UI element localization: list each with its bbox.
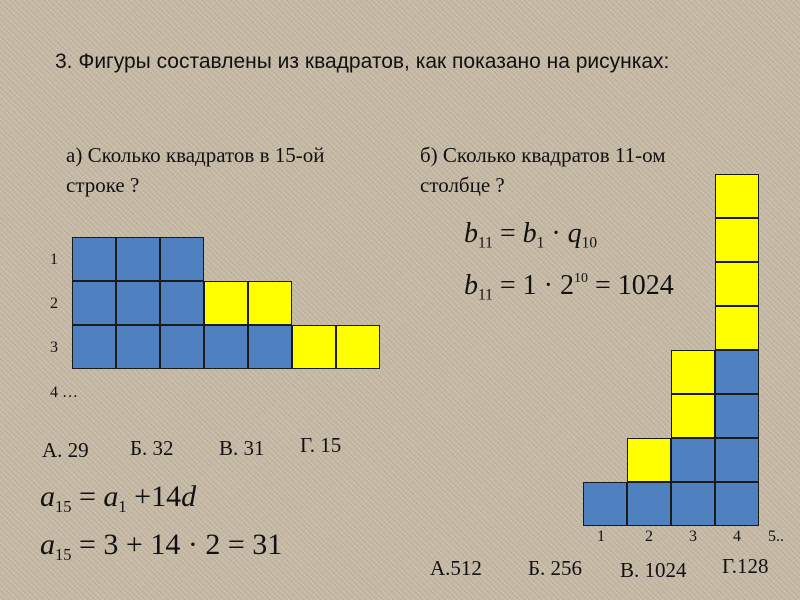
square-b-c4-k5 [715,306,759,350]
square-b-c4-k6 [715,262,759,306]
square-a-r3-c6 [292,325,336,369]
column-label-1: 1 [597,528,605,545]
question-a: а) Сколько квадратов в 15-ой строке ? [66,143,325,197]
square-b-c4-k1 [715,482,759,526]
square-a-r1-c2 [116,237,160,281]
square-b-c4-k8 [715,174,759,218]
square-a-r3-c7 [336,325,380,369]
square-b-c4-k3 [715,394,759,438]
square-a-r3-c4 [204,325,248,369]
formula-b-general: $b_{11} = b_1 \cdot q_{10}$ [464,218,598,252]
column-label-5: 5.. [768,528,784,545]
square-a-r2-c5 [248,281,292,325]
square-a-r3-c1 [72,325,116,369]
formula-a-general: $a_{15} = a_1 +14d$ [40,480,197,516]
option-a-1[interactable]: А. 29 [42,438,89,462]
square-a-r1-c3 [160,237,204,281]
square-b-c3-k2 [671,438,715,482]
problem-title: 3. Фигуры составлены из квадратов, как показано на рисунках: [55,50,670,73]
option-b-2[interactable]: Б. 256 [528,556,583,580]
row-label-2: 2 [50,295,58,312]
square-b-c4-k2 [715,438,759,482]
square-b-c1-k1 [583,482,627,526]
question-b: б) Сколько квадратов 11-ом столбце ? [420,143,666,197]
square-b-c3-k3 [671,394,715,438]
square-a-r3-c2 [116,325,160,369]
square-a-r2-c3 [160,281,204,325]
option-b-3[interactable]: В. 1024 [620,558,687,582]
square-b-c2-k1 [627,482,671,526]
option-a-4[interactable]: Г. 15 [300,433,342,457]
square-a-r2-c2 [116,281,160,325]
square-a-r2-c1 [72,281,116,325]
option-b-1[interactable]: А.512 [430,556,482,580]
option-b-4[interactable]: Г.128 [722,554,769,578]
formula-b-result: $b_{11} = 1 \cdot 2^{10} = 1024$ [464,270,674,304]
square-a-r3-c5 [248,325,292,369]
square-b-c4-k4 [715,350,759,394]
row-label-1: 1 [50,251,58,268]
square-b-c4-k7 [715,218,759,262]
row-label-3: 3 [50,339,58,356]
row-label-4: 4 … [50,384,78,401]
square-b-c3-k1 [671,482,715,526]
square-a-r2-c4 [204,281,248,325]
column-label-3: 3 [689,528,697,545]
column-label-4: 4 [733,528,741,545]
option-a-2[interactable]: Б. 32 [130,436,174,460]
square-a-r1-c1 [72,237,116,281]
option-a-3[interactable]: В. 31 [219,436,265,460]
formula-a-result: $a_{15} = 3 + 14 \cdot 2 = 31$ [40,528,283,564]
square-b-c2-k2 [627,438,671,482]
square-b-c3-k4 [671,350,715,394]
column-label-2: 2 [645,528,653,545]
square-a-r3-c3 [160,325,204,369]
